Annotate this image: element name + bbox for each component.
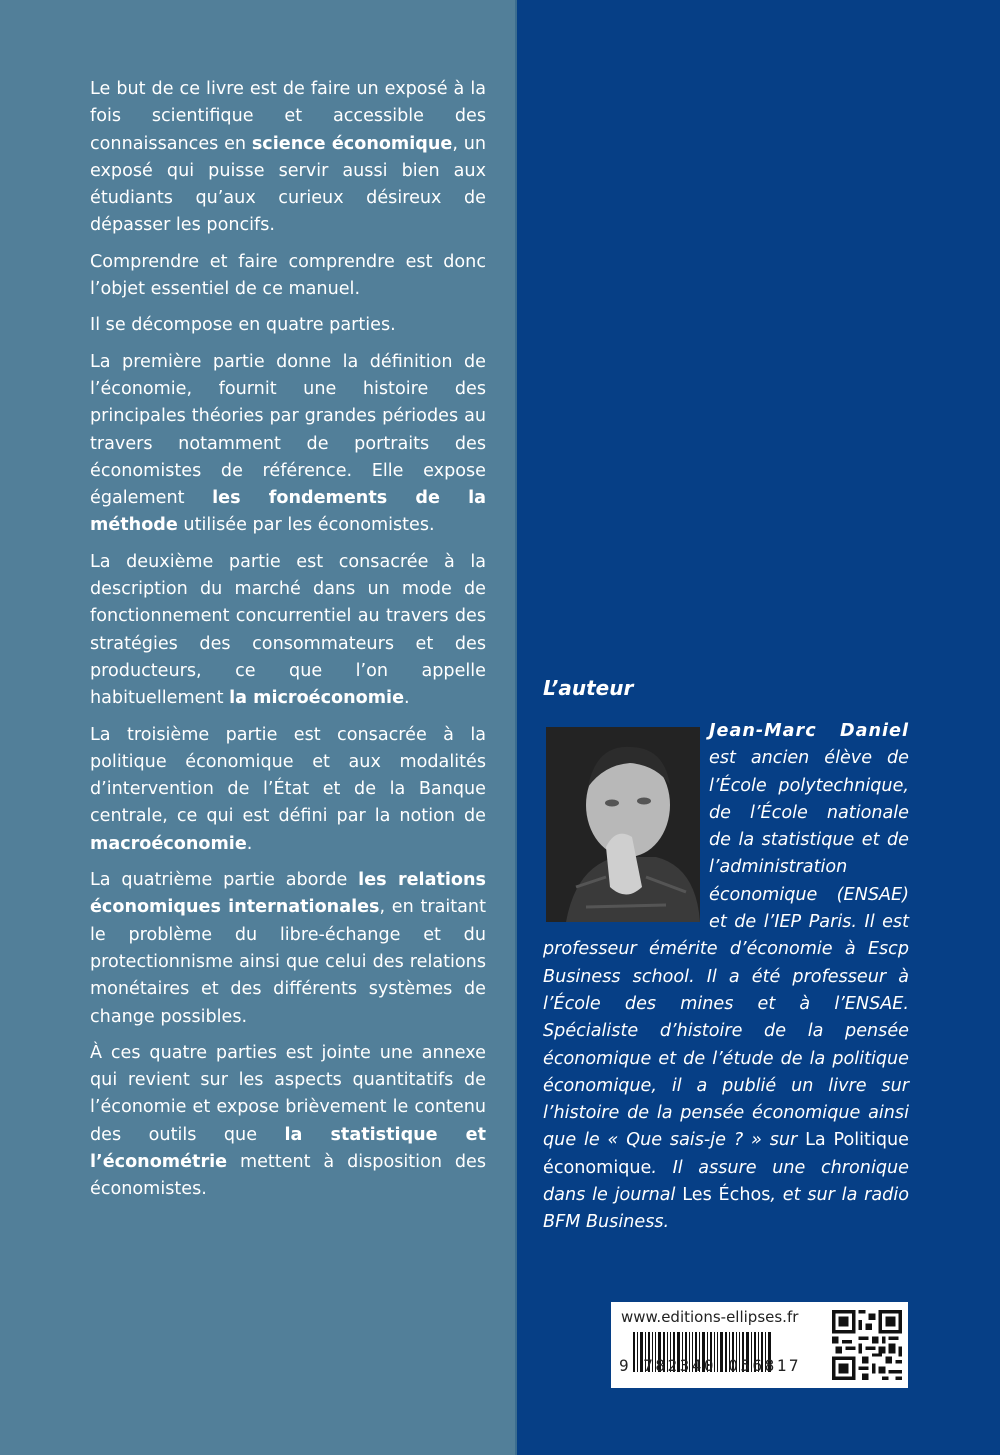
paragraph-purpose: Comprendre et faire comprendre est donc l’objet essentiel de ce manuel. xyxy=(90,251,486,300)
highlight: les fondements de la méthode xyxy=(90,488,486,536)
isbn-number: 9 782340 056817 xyxy=(619,1356,801,1375)
highlight: la statistique et l’économétrie xyxy=(90,1124,486,1172)
paragraph-structure: Il se décompose en quatre parties. xyxy=(90,315,396,336)
highlight: macroéconomie xyxy=(90,833,247,854)
newspaper-name: Les Échos xyxy=(682,1185,771,1206)
publisher-url[interactable]: www.editions-ellipses.fr xyxy=(621,1308,799,1326)
paragraph-annex: À ces quatre parties est jointe une annexe qui revient sur les aspects quantitatifs de l’économie et expose brièvement le contenu des outils que la statistique et l’économétrie mettent à disposition des économistes. xyxy=(90,1042,486,1200)
book-description xyxy=(90,76,486,1213)
paragraph-part-3: La troisième partie est consacrée à la politique économique et aux modalités d’intervention de l’État et de la Banque centrale, ce qui est défini par la notion de macroéconomie. xyxy=(90,724,486,854)
author-bio: Jean-Marc Daniel est ancien élève de l’École polytechnique, de l’École nationale de la statistique et de l’administration économique (ENSAE) et de l’IEP Paris. Il est professeur émérite d’économie à Escp Business school. Il a été professeur à l’École des mines et à l’ENSAE. Spécialiste d’histoire de la pensée économique et de l’étude de la politique économique, il a publié un livre sur l’histoire de la pensée économique ainsi que le « Que sais-je ? » sur La Politique économique. Il assure une chronique dans le journal Les Échos, et sur la radio BFM Business. xyxy=(543,721,909,1233)
highlight: la microéconomie xyxy=(229,688,405,709)
book-title: La Politique économique xyxy=(543,1130,909,1178)
author-heading: L’auteur xyxy=(543,676,634,700)
barcode-box xyxy=(611,1302,908,1388)
paragraph-part-2: La deuxième partie est consacrée à la description du marché dans un mode de fonctionnement concurrentiel au travers des stratégies des consommateurs et des producteurs, ce que l’on appelle habituellement la microéconomie. xyxy=(90,551,486,709)
paragraph-part-4: La quatrième partie aborde les relations économiques internationales, en traitant le problème du libre-échange et du protectionnisme ainsi que celui des relations monétaires et des différents systèmes de change possibles. xyxy=(90,870,486,1027)
paragraph-intro: Le but de ce livre est de faire un exposé à la fois scientifique et accessible des connaissances en science économique, un exposé qui puisse servir aussi bien aux étudiants qu’aux curieux désireux de dépasser les poncifs. xyxy=(90,79,486,236)
highlight: les relations économiques internationales xyxy=(90,870,486,918)
author-name: Jean-Marc Daniel xyxy=(709,721,909,741)
highlight: science économique xyxy=(251,133,453,154)
qr-code-icon xyxy=(832,1308,902,1382)
paragraph-part-1: La première partie donne la définition de l’économie, fournit une histoire des principales théories par grandes périodes au travers notamment de portraits des économistes de référence. Elle expose également les fondements de la méthode utilisée par les économistes. xyxy=(90,351,486,536)
